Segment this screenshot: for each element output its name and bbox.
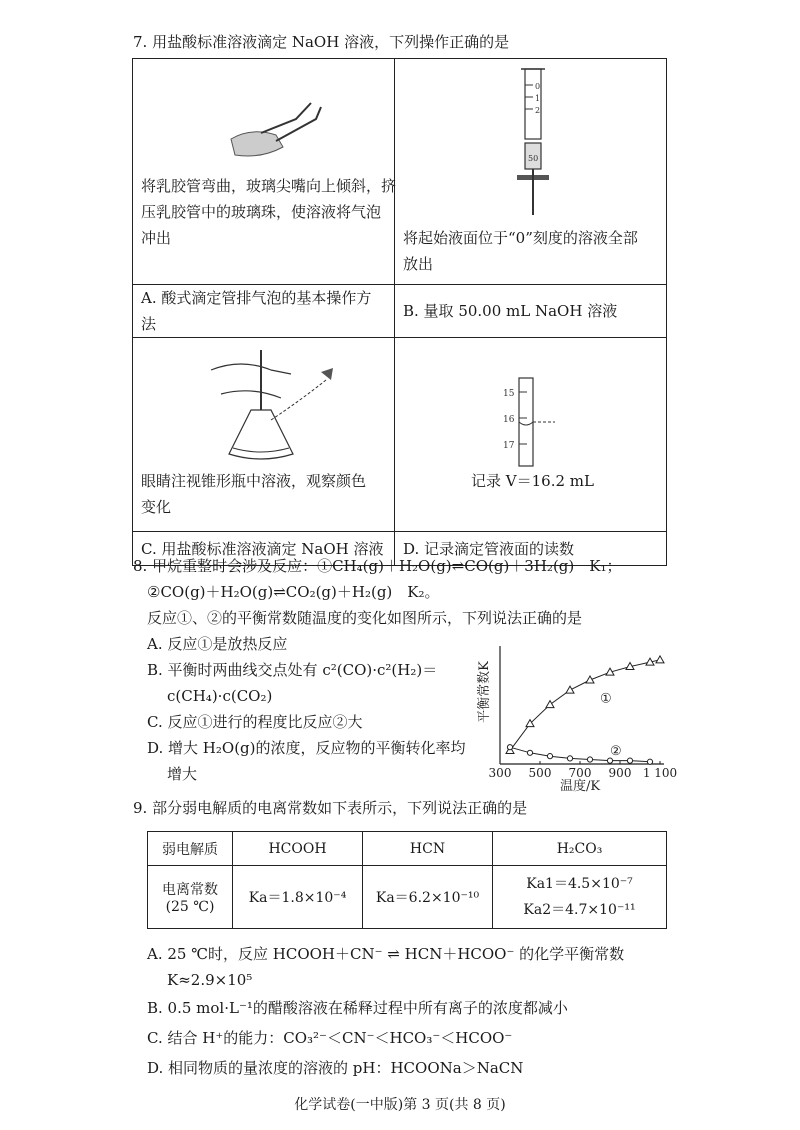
table-header-hcn: HCN	[363, 832, 493, 866]
q9-stem: 9. 部分弱电解质的电离常数如下表所示，下列说法正确的是	[133, 799, 528, 817]
q7-cell-d-text: 记录 V＝16.2 mL	[471, 472, 594, 490]
table-row-label: 电离常数 (25 ℃)	[148, 866, 233, 929]
table-header-h2co3: H₂CO₃	[493, 832, 667, 866]
q9-option-d[interactable]: D. 相同物质的量浓度的溶液的 pH：HCOONa＞NaCN	[147, 1059, 524, 1077]
titration-flask-illustration	[201, 350, 351, 468]
q7-cell-a-text: 将乳胶管弯曲，玻璃尖嘴向上倾斜，挤 压乳胶管中的玻璃珠，使溶液将气泡 冲出	[141, 177, 397, 247]
q8-line2: ②CO(g)＋H₂O(g)⇌CO₂(g)＋H₂(g) K₂。	[147, 583, 440, 601]
chart-point-circle	[587, 757, 592, 762]
q7-cell-c-figure	[133, 338, 395, 532]
q7-option-c[interactable]: C. 用盐酸标准溶液滴定 NaOH 溶液	[133, 532, 395, 566]
chart-point-circle	[547, 754, 552, 759]
chart-x-tick-label: 900	[608, 766, 632, 780]
burette-illustration	[511, 65, 571, 225]
q9-option-a-line1[interactable]: A. 25 ℃时，反应 HCOOH＋CN⁻ ⇌ HCN＋HCOO⁻ 的化学平衡常数	[147, 945, 625, 963]
q7-option-d[interactable]: D. 记录滴定管液面的读数	[395, 532, 667, 566]
q7-stem: 7. 用盐酸标准溶液滴定 NaOH 溶液，下列操作正确的是	[133, 33, 510, 51]
chart-ylabel: 平衡常数K	[477, 661, 492, 723]
q8-option-d-line2: 增大	[167, 765, 198, 783]
burette-tick-1: 1	[535, 94, 541, 103]
chart-point-triangle	[656, 656, 664, 663]
table-cell-hcn-ka: Ka＝6.2×10⁻¹⁰	[363, 866, 493, 929]
q8-option-c[interactable]: C. 反应①进行的程度比反应②大	[147, 713, 363, 731]
reading-tick-15: 15	[503, 389, 515, 399]
q9-option-a-line2: K≈2.9×10⁵	[167, 971, 253, 989]
burette-tick-50: 50	[528, 154, 539, 163]
q8-option-d-line1[interactable]: D. 增大 H₂O(g)的浓度，反应物的平衡转化率均	[147, 739, 466, 757]
q7-option-a[interactable]: A. 酸式滴定管排气泡的基本操作方法	[133, 285, 395, 338]
burette-bubble-removal-illustration	[221, 97, 331, 167]
q9-option-c[interactable]: C. 结合 H⁺的能力：CO₃²⁻＜CN⁻＜HCO₃⁻＜HCOO⁻	[147, 1029, 513, 1047]
chart-point-triangle	[586, 676, 594, 683]
table-cell-hcooh-ka: Ka＝1.8×10⁻⁴	[233, 866, 363, 929]
q8-option-a[interactable]: A. 反应①是放热反应	[147, 635, 288, 653]
q8-option-b-line1[interactable]: B. 平衡时两曲线交点处有 c²(CO)·c²(H₂)＝	[147, 661, 438, 679]
equilibrium-constant-chart	[470, 630, 678, 795]
chart-series-label-2: ②	[610, 744, 622, 760]
q7-cell-d-figure	[395, 338, 667, 532]
chart-point-circle	[527, 750, 532, 755]
q8-line3: 反应①、②的平衡常数随温度的变化如图所示，下列说法正确的是	[147, 609, 583, 627]
chart-series-line-1	[510, 660, 660, 751]
q9-option-b[interactable]: B. 0.5 mol·L⁻¹的醋酸溶液在稀释过程中所有离子的浓度都减小	[147, 999, 568, 1017]
q7-cell-b-figure	[395, 59, 667, 285]
table-header-hcooh: HCOOH	[233, 832, 363, 866]
chart-x-tick-label: 700	[568, 766, 592, 780]
burette-reading-illustration	[503, 374, 573, 474]
q7-cell-b-text: 将起始液面位于“0”刻度的溶液全部 放出	[403, 229, 638, 273]
q8-option-b-line2: c(CH₄)·c(CO₂)	[167, 687, 273, 705]
q8-line1: 8. 甲烷重整时会涉及反应：①CH₄(g)＋H₂O(g)⇌CO(g)＋3H₂(g) K₁；	[133, 557, 622, 575]
chart-x-tick-label: 1 100	[642, 766, 678, 780]
table-header-electrolyte: 弱电解质	[148, 832, 233, 866]
q7-option-b[interactable]: B. 量取 50.00 mL NaOH 溶液	[395, 285, 667, 338]
chart-point-triangle	[566, 686, 574, 693]
page-footer: 化学试卷(一中版)第 3 页(共 8 页)	[294, 1097, 506, 1113]
reading-tick-16: 16	[503, 415, 515, 425]
chart-x-tick-label: 500	[528, 766, 552, 780]
chart-point-circle	[567, 756, 572, 761]
table-cell-h2co3-ka: Ka1＝4.5×10⁻⁷ Ka2＝4.7×10⁻¹¹	[493, 866, 667, 929]
q7-options-table	[132, 58, 667, 566]
burette-tick-0: 0	[535, 82, 541, 91]
chart-point-circle	[647, 759, 652, 764]
chart-series-label-1: ①	[600, 691, 612, 707]
chart-point-triangle	[546, 701, 554, 708]
chart-point-circle	[627, 758, 632, 763]
chart-point-circle	[507, 745, 512, 750]
chart-xlabel: 温度/K	[559, 779, 601, 794]
burette-tick-2: 2	[535, 106, 541, 115]
chart-x-tick-label: 300	[488, 766, 512, 780]
q7-cell-a-figure	[133, 59, 395, 285]
reading-tick-17: 17	[503, 441, 515, 451]
q7-cell-c-text: 眼睛注视锥形瓶中溶液，观察颜色 变化	[141, 472, 367, 516]
q9-ionization-table	[147, 831, 667, 929]
